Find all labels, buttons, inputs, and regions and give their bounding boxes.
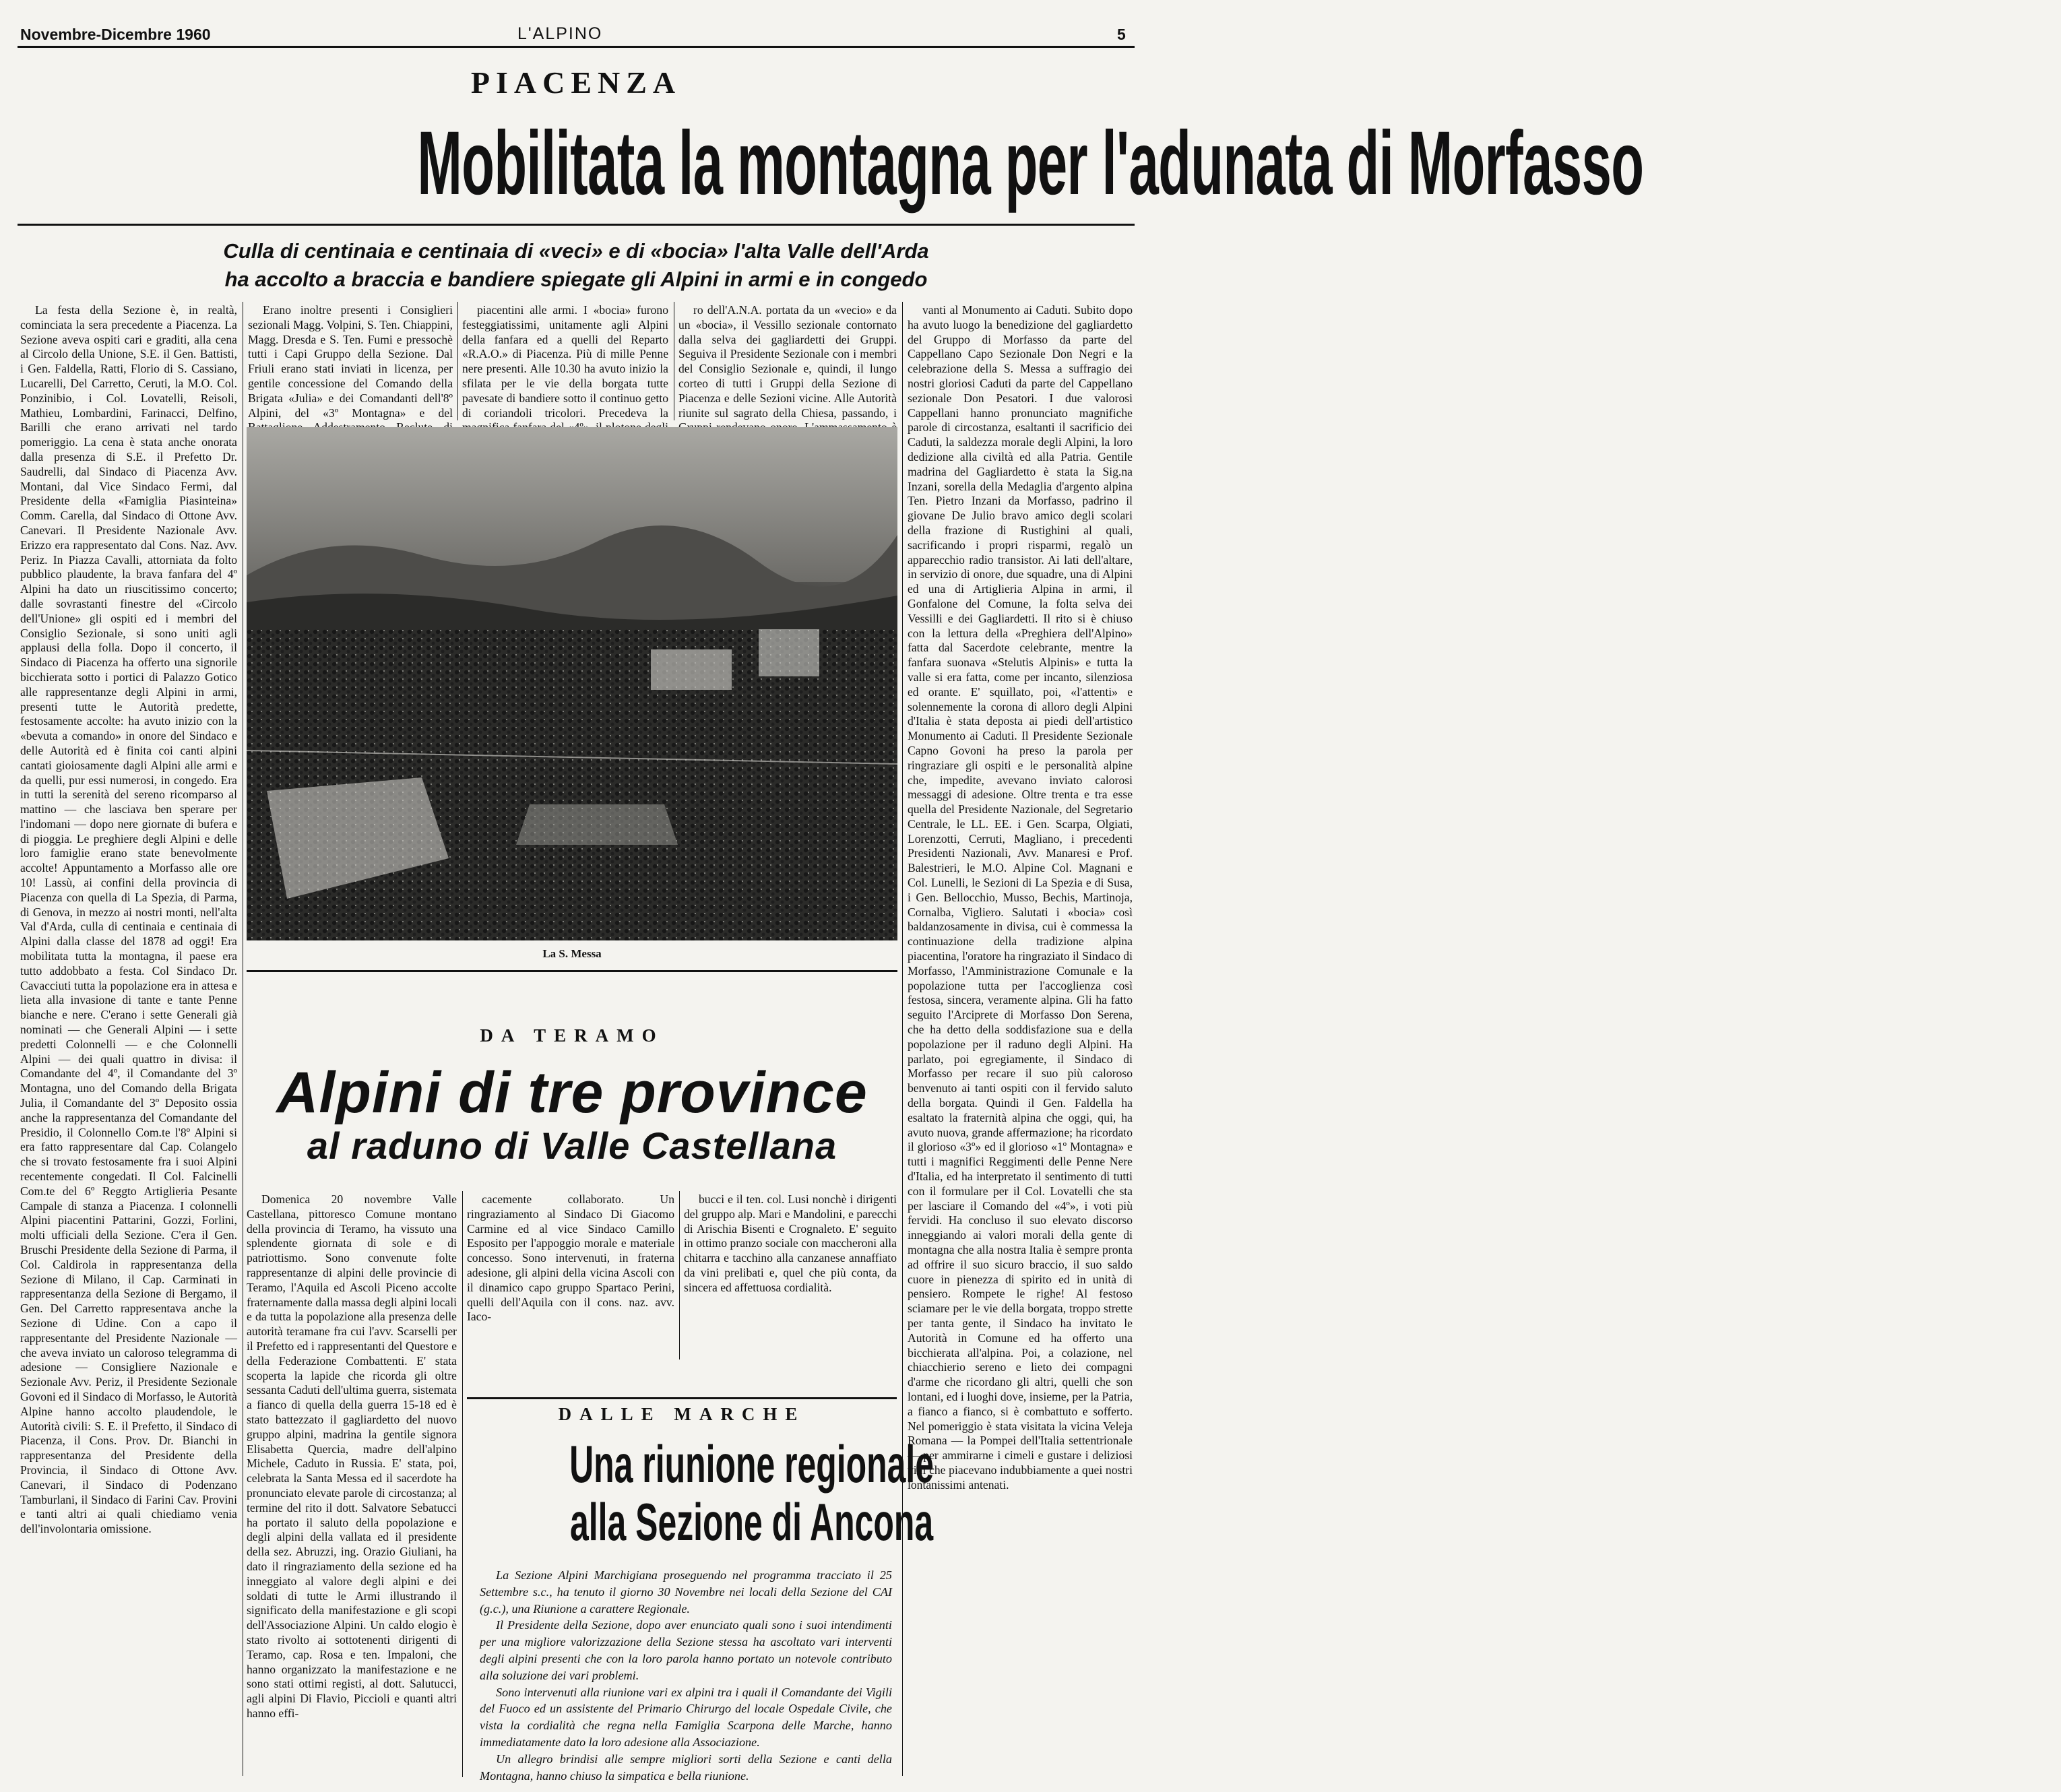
article1-column-5	[908, 303, 1133, 1779]
article1-column-3	[462, 303, 668, 422]
article1-column-1	[20, 303, 237, 1779]
page-number: 5	[1117, 26, 1126, 43]
article2-column-2	[467, 1192, 674, 1362]
headline-teramo-1: Alpini di tre province	[276, 1060, 868, 1125]
header-rule	[18, 46, 1135, 48]
headline-rule	[18, 224, 1135, 226]
photo-crowd-texture	[247, 427, 897, 940]
article1-column-4-text: ro dell'A.N.A. portata da un «vecio» e da un «bocia», il Vessillo sezionale contornato dalla selva dei gagliardetti dei Gruppi. Seguiva il Presidente Sezionale con i membri del Consiglio Sezionale e, quindi, il lungo corteo di tutti i Gruppi della Sezione di Piacenza e delle Sezioni vicine. Alle Autorità riunite sul sagrato della Chiesa, passando, i	[678, 303, 897, 420]
headline-ancona-2: alla Sezione di Ancona	[570, 1492, 934, 1551]
column-rule-4	[902, 302, 903, 1776]
mass-photo	[247, 427, 897, 940]
column-rule-2	[457, 302, 458, 420]
article2-column-rule-1	[462, 1191, 463, 1359]
photo-caption: La S. Messa	[542, 947, 602, 960]
headline-morfasso-text: Mobilitata la montagna per l'adunata di Morfasso	[417, 113, 1644, 214]
article3-intro-p3: Sono intervenuti alla riunione vari ex alpini tra i quali il Comandante dei Vigili del Fuoco ed un assistente del Primario Chirurgo del locale Ospedale Civile, che vista la cordialità che regna nella Famiglia Scarpona delle Marche, hanno immediatamente dato la loro adesione alla Associazione.	[480, 1685, 892, 1749]
article1-column-4	[678, 303, 897, 422]
issue-date: Novembre-Dicembre 1960	[20, 26, 211, 43]
headline-teramo-2: al raduno di Valle Castellana	[307, 1124, 837, 1167]
article1-column-5-text: vanti al Monumento ai Caduti. Subito dopo ha avuto luogo la benedizione del gagliardetto del Gruppo di Morfasso da parte del Cappellano Capo Sezionale Don Negri e la celebrazione della S. Messa a suffragio dei nostri gloriosi Caduti da parte del Cappellano sezionale Don Pesatori. I due valorosi Cappellani hanno pronunciato magnifiche parole di circostanza, esaltanti il sacrificio dei Caduti, la saldezza morale degli Alpini, la loro dedizione alla civiltà ed alla Patria. Gentile madrina del Gagliardetto è stata la Sig.na Inzani, sorella della Medaglia d'argento alpina Ten. Pietro Inzani da Morfasso, padrino il giovane De Julio bravo amico degli scolari della frazione di Rustighini al quali, sacrificando i propri risparmi, regalò un apparecchio radio transistor. Ai lati dell'altare, in servizio di onore, due squadre, una di Alpini ed una di Artiglieria Alpina in armi, il Gonfalone del Comune, la folta selva dei Vessilli e dei Gagliardetti. Il rito si è chiuso con la lettura della «Preghiera dell'Alpino» fatta dal Sacerdote celebrante, mentre la fanfara suonava «Stelutis Alpinis» e tutta la valle si era fatta, come per incanto, silenziosa ed orante. E' squillato, poi, «l'attenti» e solennemente la corona di alloro degli Alpini d'Italia è stata deposta ai piedi dell'artistico Monumento ai Caduti. Il Presidente Sezionale Capno Govoni ha preso la parola per ringraziare gli ospiti e le personalità alpine che, impedite, avevano inviato calorosi messaggi di adesione. Oltre trenta e tra esse quella del Presidente Nazionale, del Segretario Centrale, le LL. EE. i Gen. Scarpa, Olgiati, Lorenzotti, Cerruti, Magliano, i precedenti Presidenti Nazionali, Avv. Manaresi e Prof. Balestrieri, le M.O. Alpine Col. Magnani e Col. Lunelli, le Sezioni di La Spezia e di Susa, i Gen. Bellocchio, Musso, Bechis, Martinoja, Cornalba, Vigliero. Salutati i «bocia» così baldanzosamente in divisa, cui è commessa la continuazione della tradizione alpina piacentina, l'oratore ha ringraziato il Sindaco di Morfasso, l'Amministrazione Comunale e la popolazione tutta per l'accoglienza così festosa, sincera, veramente alpina. Gli ha fatto seguito l'Arciprete di Morfasso Don Serena, che ha detto della soddisfazione sua e della popolazione per il raduno degli Alpini. Ha parlato, poi egregiamente, il Sindaco di Morfasso per recare il suo più caloroso benvenuto ai tanti ospiti con il fervido saluto della borgata. Quindi il Gen. Faldella ha esaltato la fraternità alpina che oggi, qui, ha avuto nuova, grande affermazione; ha ricordato il glorioso «3º» ed il glorioso «1º Montagna» e tutti i magnifici Reggimenti delle Penne Nere d'Italia, ed ha interpretato il sentimento di tutti con il formulare per il Col. Lovatelli che sta per lasciare il Comando del «4º», i voti più fervidi. Ha concluso il suo elevato discorso inneggiando ai valori morali della gente di montagna che alla nostra Italia è sempre pronta ad offrire il suo sicuro braccio, il suo saldo cuore in pienezza di spirito ed in unità di pensiero. Rompete le righe! Al festoso sciamare per le vie della borgata, troppo strette per tanta gente, il Sindaco ha invitato le Autorità in Comune ed ha offerto una bicchierata all'alpina. Poi, a colazione, nel chiacchierio sereno e lieto dei compagni d'arme che ricordano gli altri, quelli che son lontani, ed i luoghi dove, insieme, per la Patria, a fianco a fianco, si è combattuto e sofferto. Nel pomeriggio è stata visitata la vicina Veleja Romana — la Pompei dell'Italia settentrionale — per ammirarne i cimeli e gustare i deliziosi vini che piacevano indubbiamente a quei nostri lontanissimi antenati.	[908, 303, 1133, 1492]
article3-intro-p2: Il Presidente della Sezione, dopo aver enunciato quali sono i suoi intendimenti per una migliore valorizzazione della Sezione stessa ha ascoltato vari interventi degli alpini presenti che con la loro parola hanno portato un notevole contributo alla soluzione dei vari problemi.	[480, 1618, 892, 1682]
article2-column-1	[247, 1192, 457, 1779]
article2-column-rule-2	[679, 1191, 680, 1359]
article2-column-2-text: cacemente collaborato. Un ringraziamento al Sindaco Di Giacomo Carmine ed al vice Sindaco Camillo Esposito per l'appoggio morale e materiale concesso. Sono intervenuti, in fraterna adesione, gli alpini della vicina Ascoli con il dinamico capo gruppo Spartaco Perini, quelli dell'Aquila con il cons. naz. avv. Iaco-	[467, 1192, 674, 1324]
article3-intro-p1: La Sezione Alpini Marchigiana proseguendo nel programma tracciato il 25 Settembre s.c., ha tenuto il giorno 30 Novembre nei locali della Sezione del CAI (g.c.), una Riunione a carattere Regionale.	[480, 1568, 892, 1615]
article3-intro-p4: Un allegro brindisi alle sempre migliori sorti della Sezione e canti della Montagna, hanno chiuso la simpatica e bella riunione.	[480, 1752, 892, 1783]
article3-left-rule	[462, 1359, 463, 1777]
deck-line-2: ha accolto a braccia e bandiere spiegate gli Alpini in armi e in congedo	[224, 267, 928, 291]
deck	[81, 237, 1071, 294]
kicker-piacenza: PIACENZA	[470, 65, 682, 100]
headline-ancona-1: Una riunione regionale	[569, 1434, 934, 1494]
article3-intro	[480, 1567, 892, 1783]
article1-column-3-text: piacentini alle armi. I «bocia» furono festeggiatissimi, unitamente agli Alpini della fanfara ed a quelli del Reparto «R.A.O.» di Piacenza. Più di mille Penne nere presenti. Alle 10.30 ha avuto inizio la sfilata per le vie della borgata tutte pavesate di bandiere sotto il continuo getto di coriandoli tricolori. Precedeva la	[462, 303, 668, 420]
deck-line-1: Culla di centinaia e centinaia di «veci» e di «bocia» l'alta Valle dell'Arda	[223, 239, 929, 263]
article1-column-2-text: Erano inoltre presenti i Consiglieri sezionali Magg. Volpini, S. Ten. Chiappini, Magg. Dresda e S. Ten. Fumi e pressochè tutti i Capi Gruppo della Sezione. Dal Friuli erano stati inviati in licenza, per gentile concessione del Comando della Brigata «Julia» e dei Comandanti dell'8º Alpini, del «3º Montagna» e del	[248, 303, 453, 420]
article1-column-1-text: La festa della Sezione è, in realtà, cominciata la sera precedente a Piacenza. La Sezione aveva ospiti cari e graditi, alla cena al Circolo della Unione, S.E. il Gen. Battisti, i Gen. Faldella, Ratti, Florio di S. Cassiano, Lucarelli, Del Carretto, Ceruti, la M.O. Col. Ponzinibio, i Col. Lovatelli, Reisoli, Mathieu, Lombardini, Farinacci, Delfino, Barilli che erano arrivati nel tardo pomeriggio. La cena è stata anche onorata dalla presenza di S.E. il Prefetto Dr. Saudrelli, dal Sindaco di Piacenza Avv. Montani, dal Vice Sindaco Fermi, dal Presidente della «Famiglia Piasinteina» Comm. Carella, dal Sindaco di Ottone Avv. Canevari. Il Presidente Nazionale Avv. Erizzo era rappresentato dal Cons. Naz. Avv. Periz. In Piazza Cavalli, attorniata da folto pubblico plaudente, la brava fanfara del 4º Alpini ha dato un riuscitissimo concerto; dalle sovrastanti finestre del «Circolo dell'Unione» gli ospiti ed i membri del Consiglio Sezionale, si sono uniti agli applausi della folla. Dopo il concerto, il Sindaco di Piacenza ha offerto una signorile bicchierata sotto i portici di Palazzo Gotico alle rappresentanze degli Alpini in armi, presenti tutte le Autorità predette, festosamente accolte: ha avuto inizio con la «bevuta a comando» in onore del Sindaco e delle Autorità ed è finita coi canti alpini cantati gioiosamente dagli Alpini alle armi e da quelli, pur essi numerosi, in congedo. Era in tutti la serenità del sereno ricomparso al mattino — che lasciava ben sperare per l'indomani — dopo nere giornate di bufera e di pioggia. Le preghiere degli Alpini e delle loro famiglie erano state benevolmente accolte! Appuntamento a Morfasso alle ore 10! Lassù, ai confini della provincia di Piacenza con quella di La Spezia, di Parma, di Genova, in mezzo ai nostri monti, nell'alta Val d'Arda, culla di centinaia e centinaia di Alpini dalla classe del 1878 ad oggi! Era mobilitata tutta la montagna, il paese era tutto addobbato a festa. Col Sindaco Dr. Cavacciuti tutta la popolazione era in attesa e lieta alla invasione di tante e tante Penne bianche e nere. C'erano i sette Generali già nominati — che Generali Alpini — i sette predetti Colonnelli — e che Colonnelli Alpini — dei quali quattro in divisa: il Comandante del 4º, il Comandante del 3º Montagna, uno del Comando della Brigata Julia, il Comandante del 3º Deposito ossia anche la rappresentanza del Comandante del Presidio, il Colonnello Com.te l'8º Alpini si era fatto rappresentare dal Cap. Colangelo che si trovato festosamente fra i suoi Alpini recentemente congedati. Il Col. Falcinelli Com.te del 6º Reggto Artiglieria Pesante Campale di stanza a Piacenza. I colonnelli Alpini piacentini Pattarini, Gozzi, Forlini, molti ufficiali della Sezione. C'era il Gen. Bruschi Presidente della Sezione di Parma, il Col. Caldirola in rappresentanza della Sezione di Milano, il Cap. Carminati in rappresentanza della Sezione di Bergamo, il Gen. Del Carretto rappresentava anche la Sezione di Udine. Con a capo il rappresentante del Presidente Nazionale — che aveva inviato un caloroso telegramma di adesione — Consigliere Nazionale e Sezionale Avv. Periz, il Presidente Sezionale Govoni ed il Sindaco di Morfasso, le Autorità Alpine hanno accolto plaudendole, le Autorità civili: S. E. il Prefetto, il Sindaco di Piacenza, il Cons. Prov. Dr. Bianchi in rappresentanza del Presidente della Provincia, il Sindaco di Ottone Avv. Canevari, il Sindaco di Podenzano Tamburlani, il Sindaco di Farini Cav. Provini e tanti altri ai quali chiediamo venia dell'involontaria omissione.	[20, 303, 237, 1536]
article2-column-3	[684, 1192, 897, 1362]
kicker-marche: DALLE MARCHE	[558, 1404, 806, 1424]
article2-column-1-text: Domenica 20 novembre Valle Castellana, pittoresco Comune montano della provincia di Teramo, ha vissuto una splendente giornata di sole e di patriottismo. Sono convenute folte rappresentanze di alpini delle provincie di Teramo, l'Aquila ed Ascoli Piceno accolte fraternamente dalla massa degli alpini locali e da tutta la popolazione alla presenza delle autorità teramane fra cui l'avv. Scarselli per il Prefetto ed i rappresentanti del Questore e della Federazione Combattenti. E' stata scoperta la lapide che ricorda gli oltre sessanta Caduti dell'ultima guerra, sistemata a fianco di quella della guerra 15-18 ed è stato battezzato il gagliardetto del nuovo gruppo alpini, madrina la gentile signora Elisabetta Quercia, madre dell'alpino Michele, Caduto in Russia. E' stata, poi, celebrata la Santa Messa ed il sacerdote ha pronunciato elevate parole di circostanza; al termine del rito il dott. Salvatore Sebatucci ha portato il saluto della popolazione e degli alpini della vallata ed il presidente della sez. Abruzzi, ing. Orazio Giuliani, ha dato il ringraziamento della sezione ed ha inneggiato al valore degli alpini e dei soldati di tutte le Armi illustrando il significato della manifestazione e gli scopi dell'Associazione Alpini. Un caldo elogio è stato rivolto ai sottotenenti dirigenti di Teramo, cap. Rosa e ten. Impaloni, che hanno organizzato la manifestazione e ne sono stati ottimi registi, al dott. Salutucci, agli alpini Di Flavio, Piccioli e quanti altri hanno effi-	[247, 1192, 457, 1720]
kicker-teramo: DA TERAMO	[480, 1025, 664, 1046]
article2-top-rule	[247, 970, 897, 972]
article2-column-3-text: bucci e il ten. col. Lusi nonchè i dirigenti del gruppo alp. Mari e Mandolini, e parecchi di Arischia Bisenti e Crognaleto. E' seguito in ottimo pranzo sociale con maccheroni alla chitarra e tacchino alla canzanese annaffiato da vini prelibati e, quel che più conta, da sincera ed affettuosa cordialità.	[684, 1192, 897, 1294]
masthead: L'ALPINO	[517, 24, 603, 43]
article1-column-2	[248, 303, 453, 422]
headline-ancona	[467, 1434, 934, 1551]
headline-morfasso	[0, 113, 1644, 214]
article3-top-rule	[467, 1397, 897, 1399]
